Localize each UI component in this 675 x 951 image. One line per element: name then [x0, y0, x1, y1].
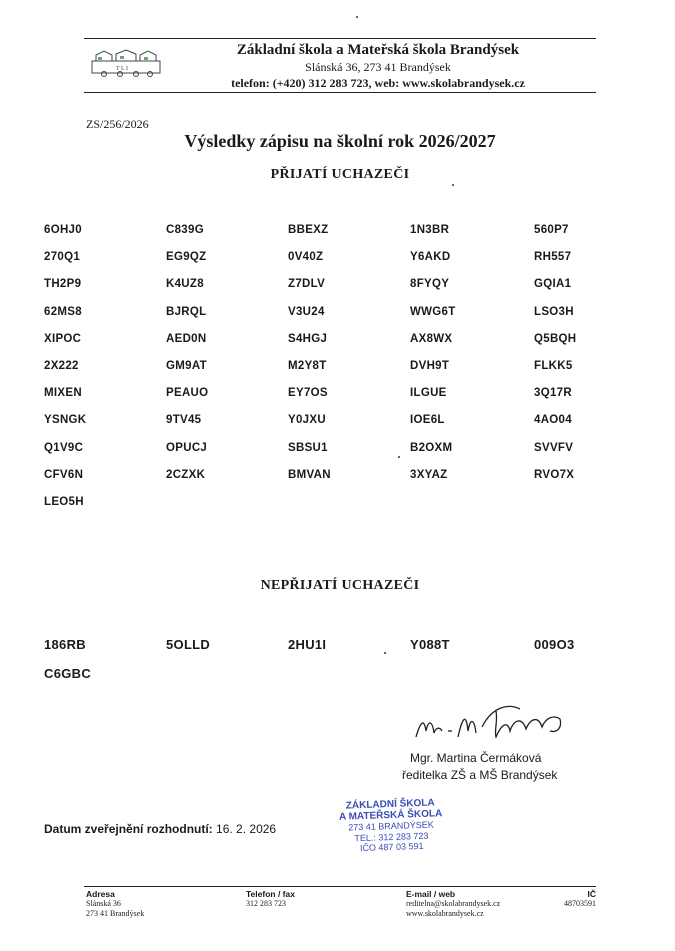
applicant-code: XIPOC	[44, 332, 82, 345]
applicant-code: Q1V9C	[44, 441, 84, 454]
applicant-code: 5OLLD	[166, 637, 211, 652]
stamp-line: A MATEŘSKÁ ŠKOLA	[338, 807, 443, 823]
applicant-code: IOE6L	[410, 414, 445, 427]
scan-speck	[384, 652, 386, 654]
footer-phone	[246, 889, 295, 909]
svg-text:T L I: T L I	[116, 66, 128, 72]
applicant-code: 6OHJ0	[44, 224, 82, 236]
applicant-code: 3XYAZ	[410, 468, 448, 481]
applicant-code: EY7OS	[288, 387, 328, 400]
applicant-code: 62MS8	[44, 305, 82, 318]
applicant-code: RH557	[534, 251, 572, 264]
applicant-code: LSO3H	[534, 305, 574, 318]
applicant-code: RVO7X	[534, 468, 575, 481]
applicant-code: GQIA1	[534, 278, 572, 291]
publication-date: 16. 2. 2026	[216, 822, 277, 836]
applicant-code: 3Q17R	[534, 387, 572, 400]
school-address: Slánská 36, 273 41 Brandýsek	[305, 60, 451, 74]
footer-email-label: E-mail / web	[406, 889, 456, 899]
footer-ico-label: IČ	[587, 889, 596, 899]
footer-email-address: reditelna@skolabrandysek.cz	[406, 899, 501, 908]
footer-email	[406, 889, 500, 919]
footer-address-line: 273 41 Brandýsek	[86, 909, 145, 918]
applicant-code: BMVAN	[288, 468, 331, 481]
applicant-code: TH2P9	[44, 278, 82, 291]
signatory-role: ředitelka ZŠ a MŠ Brandýsek	[402, 768, 558, 782]
applicant-code: 4AO04	[534, 414, 572, 427]
applicant-code: SBSU1	[288, 441, 328, 454]
scan-speck	[452, 184, 454, 186]
applicant-code: C839G	[166, 224, 204, 236]
footer-rule	[84, 886, 596, 887]
applicant-code: GM9AT	[166, 360, 207, 372]
applicant-code: K4UZ8	[166, 278, 204, 291]
applicant-code: S4HGJ	[288, 332, 328, 345]
applicant-code: YSNGK	[44, 414, 87, 427]
applicant-code: AED0N	[166, 332, 207, 345]
applicant-code: FLKK5	[534, 360, 573, 372]
applicant-code: DVH9T	[410, 360, 450, 372]
applicant-code: ILGUE	[410, 387, 447, 400]
applicant-code: PEAUO	[166, 387, 209, 400]
applicant-code: CFV6N	[44, 468, 84, 481]
applicant-code: 2HU1I	[288, 637, 327, 652]
applicant-code: B2OXM	[410, 441, 453, 454]
applicant-code: 9TV45	[166, 414, 202, 427]
applicant-code: WWG6T	[410, 305, 456, 318]
applicant-code: OPUCJ	[166, 441, 208, 454]
applicant-code: 186RB	[44, 637, 86, 652]
rejected-heading: NEPŘIJATÍ UCHAZEČI	[260, 578, 420, 593]
applicant-code: 2X222	[44, 360, 79, 372]
scan-speck	[398, 456, 400, 458]
applicant-code: 0V40Z	[288, 251, 324, 264]
accepted-heading: PŘIJATÍ UCHAZEČI	[270, 167, 410, 182]
header-bottom-rule	[84, 92, 596, 93]
applicant-code: Q5BQH	[534, 332, 577, 345]
page-title: Výsledky zápisu na školní rok 2026/2027	[184, 131, 496, 151]
applicant-code: SVVFV	[534, 441, 574, 454]
applicant-code: Y0JXU	[288, 414, 326, 427]
applicant-code: LEO5H	[44, 496, 84, 508]
publication-date-label: Datum zveřejnění rozhodnutí:	[44, 822, 213, 836]
footer-address	[86, 889, 144, 919]
school-stamp	[325, 798, 457, 855]
school-name: Základní škola a Mateřská škola Brandýsek	[236, 42, 520, 58]
footer-phone-label: Telefon / fax	[246, 889, 295, 899]
letterhead	[0, 0, 675, 100]
applicant-code: 009O3	[534, 637, 575, 652]
stamp-line: TEL.: 312 283 723	[354, 830, 429, 843]
footer-ico-number: 48703591	[564, 899, 596, 908]
applicant-code: BBEXZ	[288, 224, 329, 236]
applicant-code: 8FYQY	[410, 278, 450, 291]
applicant-code: BJRQL	[166, 305, 207, 318]
footer-address-line: Slánská 36	[86, 899, 121, 908]
applicant-code: C6GBC	[44, 666, 92, 681]
applicant-code: 2CZXK	[166, 468, 206, 481]
applicant-code: 560P7	[534, 224, 569, 236]
applicant-code: 270Q1	[44, 251, 81, 264]
footer-ico	[558, 889, 596, 909]
stamp-line: ZÁKLADNÍ ŠKOLA	[345, 797, 435, 812]
stamp-line: IČO 487 03 591	[359, 840, 424, 854]
footer-web-address: www.skolabrandysek.cz	[406, 909, 484, 918]
header-top-rule	[84, 38, 596, 39]
applicant-code: AX8WX	[410, 332, 453, 345]
stamp-line: 273 41 BRANDÝSEK	[348, 819, 434, 833]
scan-speck	[356, 16, 358, 18]
footer-address-label: Adresa	[86, 889, 115, 899]
publication-date-line	[44, 822, 276, 836]
applicant-code: M2Y8T	[288, 360, 327, 372]
applicant-code: 1N3BR	[410, 224, 450, 236]
applicant-code: Z7DLV	[288, 278, 326, 291]
school-contact: telefon: (+420) 312 283 723, web: www.skolabrandysek.cz	[231, 76, 525, 90]
applicant-code: Y088T	[410, 637, 450, 652]
applicant-code: MIXEN	[44, 387, 82, 400]
signatory-name: Mgr. Martina Čermáková	[410, 751, 542, 765]
handwritten-signature	[412, 697, 564, 749]
applicant-code: Y6AKD	[410, 251, 451, 264]
reference-number: ZS/256/2026	[86, 117, 149, 131]
applicant-code: EG9QZ	[166, 251, 207, 264]
school-logo	[90, 49, 162, 77]
applicant-code: V3U24	[288, 305, 325, 318]
footer-phone-number: 312 283 723	[246, 899, 286, 908]
